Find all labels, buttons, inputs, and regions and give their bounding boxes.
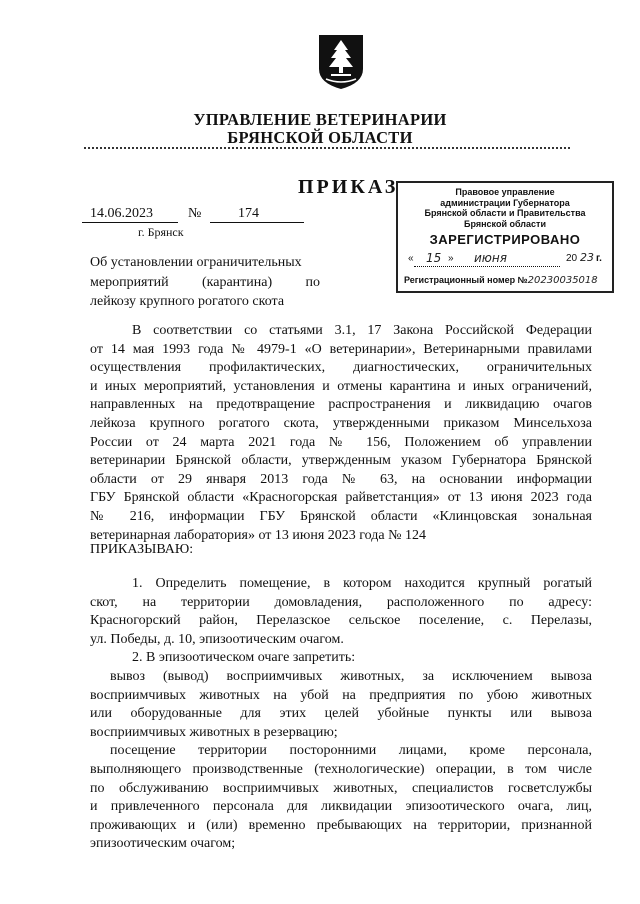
text-line: проживающих и (или) временно пребывающих на территории, признанной [90,817,592,833]
number-underline [210,222,304,223]
order-subject [90,253,320,312]
stamp-reg-label: Регистрационный номер № [404,275,528,285]
text-line: области от 29 января 2013 года № 63, на основании информации [90,471,592,487]
text-line: Красногорский район, Перелазское сельское поселение, с. Перелазы, [90,613,592,629]
organization-name-line1: УПРАВЛЕНИЕ ВЕТЕРИНАРИИ [193,110,447,129]
preamble-paragraph [90,322,592,545]
date-underline [82,222,178,223]
text-line: восприимчивых животных на убой на предприятия по убою животных [90,687,592,703]
text-line: 1. Определить помещение, в котором находится крупный рогатый [132,576,592,591]
text-line: направленных на предотвращение распространения и ликвидацию очагов [90,397,592,413]
subject-line: Об установлении ограничительных [90,255,302,270]
subject-line: мероприятий (карантина) по [90,274,320,290]
text-line: скот, на территории домовладения, расположенного по адресу: [90,594,592,610]
text-line: ветеринарная лаборатория» от 13 июня 2023 года № 124 [90,527,426,543]
text-line: восприимчивых животных в резервацию; [90,724,338,740]
text-line: от 14 мая 1993 года № 4979-1 «О ветеринарии», Ветеринарными правилами [90,341,592,357]
stamp-line4: Брянской области [464,218,546,229]
text-line: ул. Победы, д. 10, эпизоотическим очагом. [90,631,344,647]
stamp-year-suffix: 23 [580,251,594,264]
stamp-reg-number: 20230035018 [527,275,598,286]
text-line: выполняющего производственные (технологические) операции, в том числе [90,761,592,777]
order-items [90,575,592,854]
subject-line: лейкозу крупного рогатого скота [90,294,285,309]
stamp-line2: администрации Губернатора [440,197,570,208]
text-line: В соответствии со статьями 3.1, 17 Закона Российской Федерации [132,323,592,338]
text-line: лейкоза крупного рогатого скота, утвержденными приказом Минсельхоза [90,415,592,431]
organization-name-line2: БРЯНСКОЙ ОБЛАСТИ [227,128,413,147]
stamp-line1: Правовое управление [455,187,555,197]
header-divider [84,147,570,149]
stamp-month: июня [474,251,507,265]
order-city: г. Брянск [138,225,184,239]
order-number: 174 [238,206,259,221]
registration-stamp [396,181,614,293]
text-line: посещение территории посторонними лицами, кроме персонала, [110,743,592,759]
text-line: по обслуживанию восприимчивых животных, специалистов госветслужбы [90,780,592,796]
text-line: осуществления профилактических, диагностических, ограничительных [90,360,592,376]
coat-of-arms-emblem [316,33,366,91]
order-directive-word: ПРИКАЗЫВАЮ: [90,542,194,557]
text-line: и иных мероприятий, установления и отмены карантина и иных ограничений, [90,378,592,394]
text-line: 2. В эпизоотическом очаге запретить: [132,650,356,666]
order-number-sign: № [188,206,202,221]
text-line: № 216, информации ГБУ Брянской области «Клинцовская зональная [90,508,592,524]
order-date: 14.06.2023 [90,206,153,221]
text-line: эпизоотическим очагом; [90,836,236,852]
stamp-year-prefix: 20 [566,253,578,264]
stamp-day: 15 [426,251,442,265]
stamp-registered: ЗАРЕГИСТРИРОВАНО [429,232,581,247]
text-line: ветеринарии Брянской области, утвержденным указом Губернатора Брянской [90,453,592,469]
text-line: вывоз (вывод) восприимчивых животных, за исключением вывоза [110,668,592,684]
stamp-year-mark: г. [596,253,602,264]
stamp-date-row: « 15 » июня 20 23 г. [408,251,602,265]
order-title: ПРИКАЗ [298,176,399,198]
stamp-line3: Брянской области и Правительства [424,208,586,218]
text-line: или оборудованные для этих целей убойные пункты или вывоза [90,706,592,722]
text-line: ГБУ Брянской области «Красногорская райветстанция» от 13 июня 2023 года [90,490,592,506]
text-line: и привлеченного персонала для ликвидации эпизоотического очага, лиц, [90,799,592,815]
stamp-reg-number-row [404,275,614,286]
text-line: России от 24 марта 2021 года № 156, Положением об управлении [90,434,592,450]
